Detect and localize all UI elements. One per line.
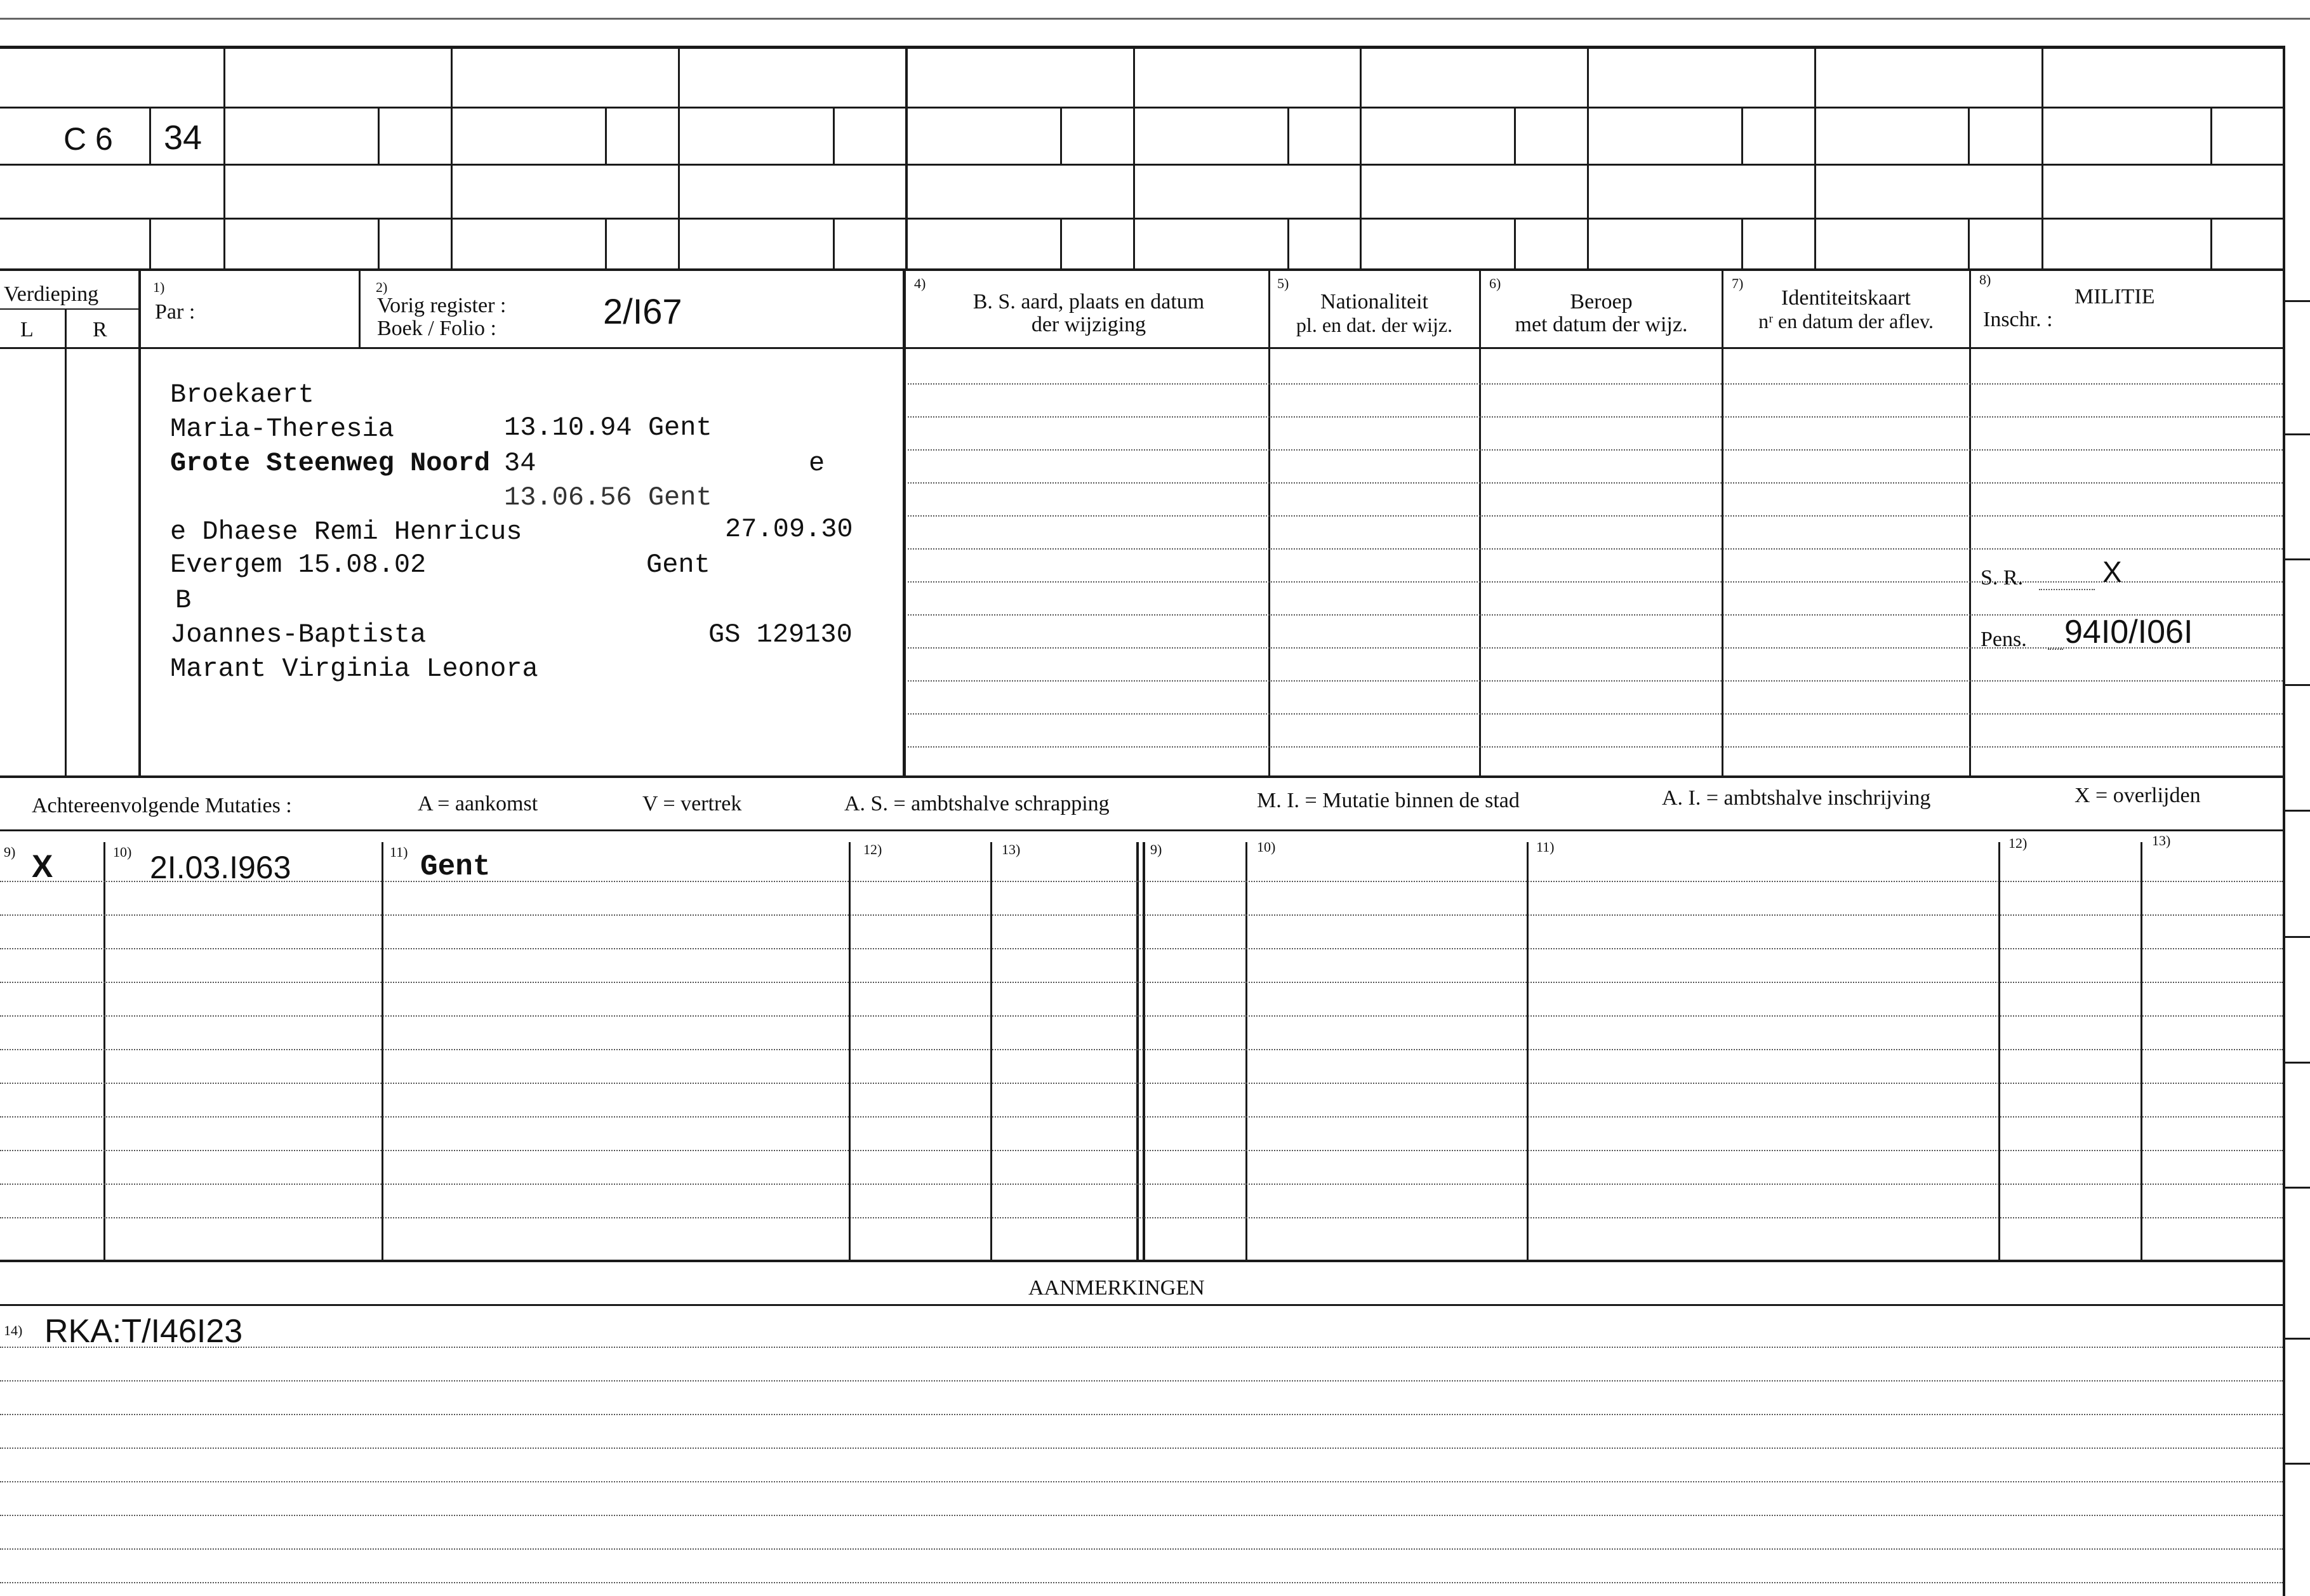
verdieping-label: Verdieping [4,282,99,306]
footnote-2: 2) [376,279,388,295]
edge-tick [2285,300,2310,302]
grid-hline [0,164,2283,166]
dotted-rule [0,982,2283,983]
dotted-rule [908,548,2283,550]
grid-tick [1287,218,1289,268]
grid-tick [2210,218,2212,268]
grid-tick [1514,107,1516,164]
dotted-rule [0,1380,2283,1382]
mut-col-11: 11) [390,844,408,860]
dotted-rule [0,1184,2283,1185]
top-torn-edge [0,18,2310,20]
mut-col-9: 9) [4,844,16,860]
spouse-birth: Evergem 15.08.02 [170,550,427,580]
dotted-rule [908,713,2283,715]
dotted-rule [908,581,2283,583]
footnote-4: 4) [914,275,926,291]
mut-vline [1245,842,1247,1262]
mut-vline [1998,842,2000,1262]
given-names: Maria-Theresia [170,414,394,444]
dotted-rule [0,1414,2283,1415]
mut-vline [382,842,383,1262]
dotted-rule [2048,649,2063,650]
id-header-1: Identiteitskaart [1781,286,1911,310]
mut-col-13b: 13) [2152,833,2171,848]
dotted-rule [0,1347,2283,1348]
aanmerkingen-title: AANMERKINGEN [1028,1276,1205,1300]
pens-label: Pens. [1981,628,2027,651]
mut-vline [990,842,992,1262]
col-mil-line [1969,271,1971,778]
spouse-name: e Dhaese Remi Henricus [170,517,522,547]
nat-header-1: Nationaliteit [1320,290,1428,313]
card-code: C 6 [63,121,113,157]
edge-tick [2285,433,2310,435]
surname: Broekaert [170,379,314,410]
dotted-rule [0,914,2283,916]
mut-table-bottom [0,1260,2283,1262]
mut-place: Gent [420,850,491,883]
dotted-rule [0,948,2283,949]
dotted-rule [0,1150,2283,1151]
col-l-line [65,308,67,778]
house-number: 34 [504,448,536,478]
grid-vline [223,46,225,270]
dotted-rule [0,1083,2283,1084]
nat-header-2: pl. en dat. der wijz. [1296,313,1453,336]
vorig-register-label: Vorig register : [377,294,507,317]
col-r-line [138,271,141,778]
card-number: 34 [164,119,202,157]
edge-tick [2285,936,2310,938]
col-bs-line [903,271,906,778]
col-ber-line [1479,271,1481,778]
bs-header-2: der wijziging [1031,313,1146,336]
register-value: 2/I67 [603,291,682,331]
mut-vline [2141,842,2142,1262]
dotted-rule [0,1049,2283,1050]
edge-tick [2285,810,2310,812]
grid-tick [1287,107,1289,164]
bs-header-1: B. S. aard, plaats en datum [972,290,1205,313]
edge-tick [2285,1062,2310,1064]
date-3: 27.09.30 [725,514,853,544]
edge-tick [2285,1338,2310,1340]
legend-vertrek: V = vertrek [642,792,742,815]
dotted-rule [0,1548,2283,1550]
mut-col-10b: 10) [1257,839,1276,855]
grid-tick [1060,107,1062,164]
grid-vline [1814,46,1816,270]
right-border [2283,46,2285,1596]
mut-col-9b: 9) [1150,841,1162,857]
mut-vline [103,842,105,1262]
mutaties-title: Achtereenvolgende Mutaties : [32,794,292,817]
footnote-7: 7) [1732,275,1744,291]
father-name: Joannes-Baptista [170,619,427,650]
legend-schrapping: A. S. = ambtshalve schrapping [844,792,1110,815]
boek-folio-label: Boek / Folio : [377,317,496,340]
grid-tick [2210,107,2212,164]
grid-tick [1968,107,1970,164]
marker-b: B [175,585,192,616]
footnote-8: 8) [1979,272,1991,287]
sr-value: X [2102,555,2122,588]
edge-tick [2285,1187,2310,1189]
dotted-rule [908,680,2283,682]
ber-header-2: met datum der wijz. [1515,313,1688,336]
dotted-rule [908,416,2283,418]
id-header-2: nʳ en datum der aflev. [1758,310,1934,333]
r-label: R [93,318,107,341]
dotted-rule [0,881,2283,882]
dotted-rule [0,1015,2283,1017]
mut-vline [849,842,851,1262]
grid-tick [1968,218,1970,268]
mut-col-11b: 11) [1536,839,1555,855]
mut-vline [1527,842,1529,1262]
aanmerkingen-value: RKA:T/I46I23 [44,1313,243,1350]
inschr-label: Inschr. : [1983,308,2053,331]
outer-top-border [0,46,2285,49]
grid-tick [1060,218,1062,268]
footnote-6: 6) [1489,275,1501,291]
birth-info: 13.10.94 Gent [504,412,712,443]
grid-hline [0,218,2283,220]
grid-tick [1514,218,1516,268]
grid-vline [1133,46,1135,270]
dotted-rule [908,482,2283,484]
pens-value: 94I0/I06I [2064,614,2193,650]
grid-vline [1360,46,1362,270]
col-nat-line [1268,271,1270,778]
legend-aankomst: A = aankomst [418,792,538,815]
col-id-line [1722,271,1723,778]
place-gent: Gent [646,550,710,580]
dotted-rule [2039,589,2095,590]
footnote-14: 14) [4,1322,23,1338]
dotted-rule [908,515,2283,517]
edge-tick [2285,684,2310,686]
mut-date: 2I.03.I963 [150,850,291,885]
legend-inschrijving: A. I. = ambtshalve inschrijving [1662,786,1931,810]
street: Grote Steenweg Noord [170,448,491,478]
mut-vline [1143,842,1145,1262]
grid-tick [833,218,835,268]
mut-col-12b: 12) [2008,835,2028,851]
edge-tick [2285,1463,2310,1465]
grid-tick [1741,218,1743,268]
mutaties-line [0,829,2283,831]
dotted-rule [908,383,2283,385]
footnote-5: 5) [1277,275,1289,291]
header-row-bottom [0,347,2283,349]
militie-header: MILITIE [2074,285,2155,308]
par-label: Par : [155,300,196,324]
dotted-rule [0,1448,2283,1449]
grid-tick [833,107,835,164]
dotted-rule [0,1481,2283,1482]
mother-name: Marant Virginia Leonora [170,654,538,684]
aanmerkingen-line [0,1304,2283,1306]
section-bottom [0,775,2283,778]
dotted-rule [0,1582,2283,1583]
legend-mutatie: M. I. = Mutatie binnen de stad [1257,789,1520,812]
legend-overlijden: X = overlijden [2074,784,2201,807]
grid-hline [0,107,2283,109]
grid-hline [0,268,2283,271]
grid-vline [905,46,908,270]
lr-divider [0,308,140,310]
grid-vline [451,46,453,270]
mut-col-12: 12) [863,841,882,857]
footnote-1: 1) [153,279,165,295]
dotted-rule [0,1515,2283,1516]
dotted-rule [908,449,2283,451]
grid-vline [2041,46,2043,270]
sr-label: S. R. [1981,566,2024,590]
grid-tick [605,107,607,164]
mut-type: X [32,848,53,884]
edge-tick [2285,558,2310,560]
grid-tick [378,218,380,268]
grid-vline [678,46,680,270]
mut-col-13: 13) [1002,841,1021,857]
grid-tick [605,218,607,268]
grid-tick [149,218,151,268]
mut-col-10: 10) [113,844,132,860]
date-2: 13.06.56 Gent [504,482,712,513]
gs-number: GS 129130 [708,619,853,650]
grid-tick [1741,107,1743,164]
dotted-rule [0,1116,2283,1118]
col-par-line [359,271,361,348]
marker-e: e [809,448,825,478]
dotted-rule [908,746,2283,748]
ber-header-1: Beroep [1570,290,1633,313]
grid-vline [1587,46,1589,270]
grid-tick [378,107,380,164]
grid-tick [149,107,151,164]
l-label: L [20,318,34,341]
mut-vline [1136,842,1139,1262]
dotted-rule [0,1217,2283,1218]
